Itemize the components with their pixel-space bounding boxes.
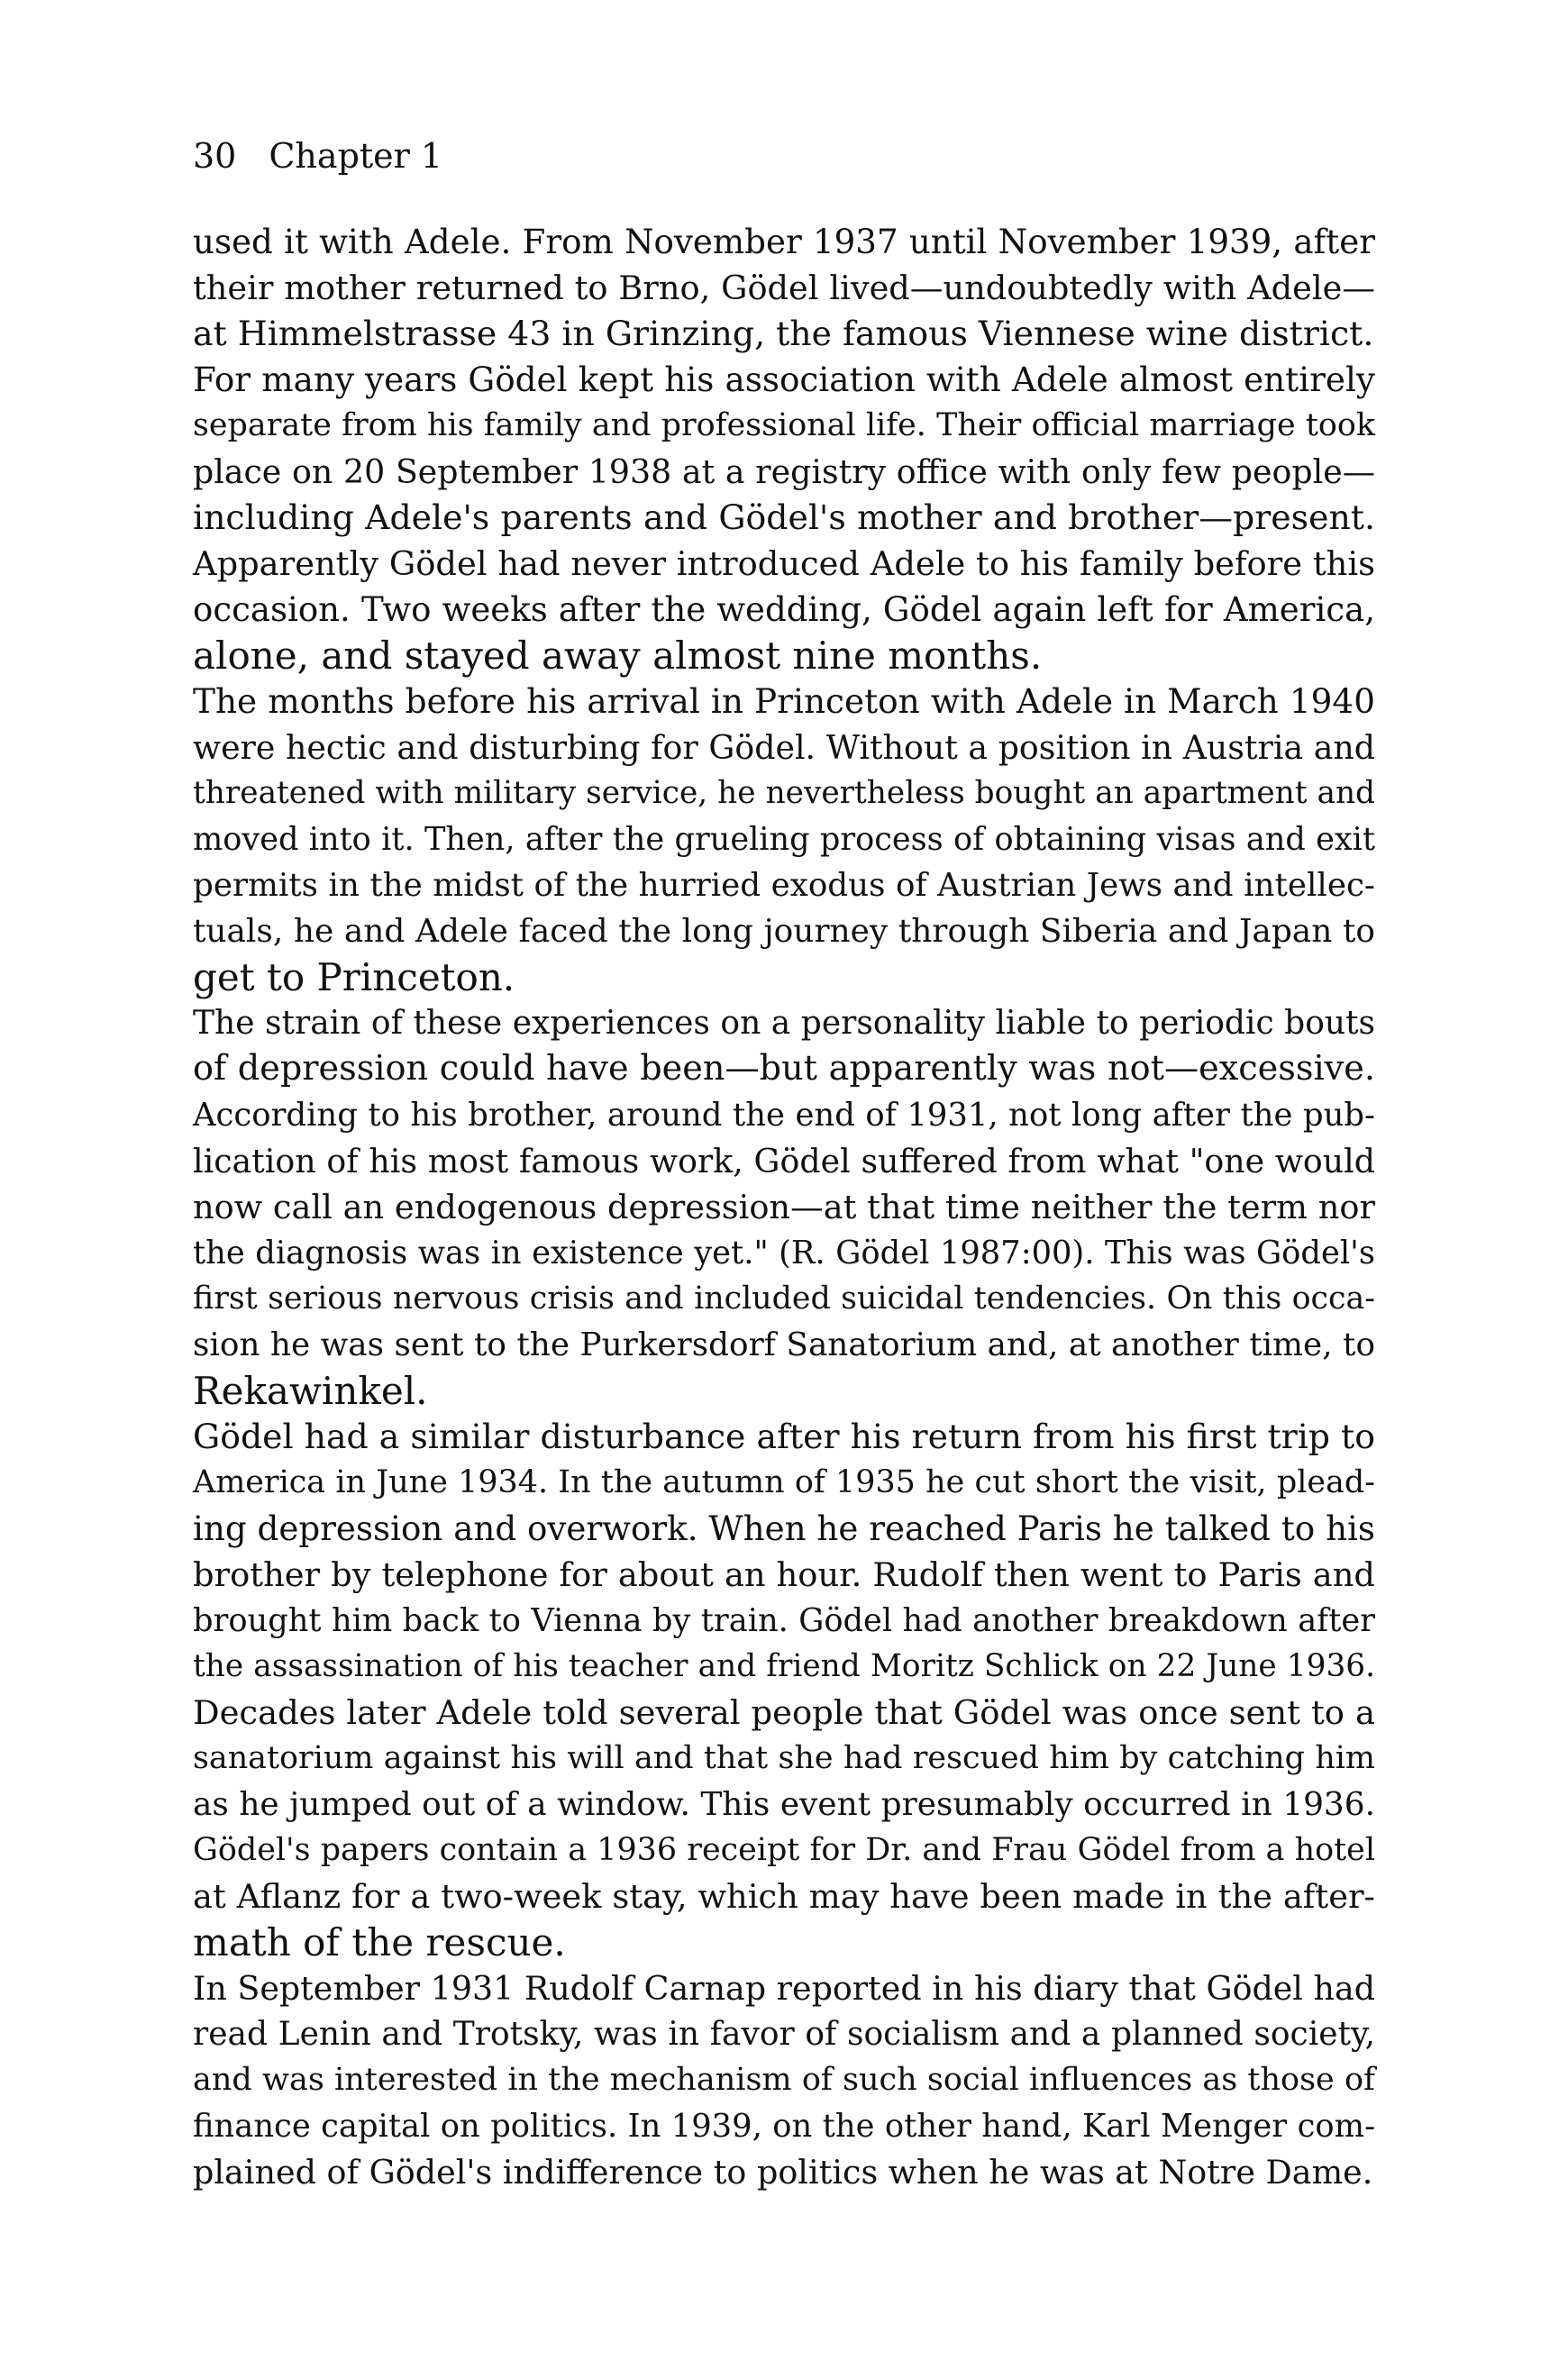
text-line: sion he was sent to the Purkersdorf Sanatorium and, at another time, to	[193, 1326, 1375, 1363]
text-line: their mother returned to Brno, Gödel lived—undoubtedly with Adele—	[193, 269, 1375, 307]
text-line: In September 1931 Rudolf Carnap reported in his diary that Gödel had	[193, 1969, 1375, 2008]
text-line: were hectic and disturbing for Gödel. Without a position in Austria and	[193, 728, 1375, 767]
text-line: Apparently Gödel had never introduced Adele to his family before this	[193, 544, 1375, 583]
text-line: brother by telephone for about an hour. Rudolf then went to Paris and	[193, 1555, 1375, 1594]
text-line: permits in the midst of the hurried exodus of Austrian Jews and intellec-	[193, 867, 1375, 904]
text-line: threatened with military service, he nevertheless bought an apartment and	[193, 775, 1375, 811]
paragraph-4	[193, 1000, 1375, 1414]
text-line: first serious nervous crisis and included suicidal tendencies. On this occa-	[193, 1281, 1375, 1317]
page-number: 30	[193, 136, 237, 176]
text-line: ing depression and overwork. When he reached Paris he talked to his	[193, 1509, 1375, 1548]
text-line: According to his brother, around the end of 1931, not long after the pub-	[193, 1097, 1375, 1134]
text-line: The strain of these experiences on a personality liable to periodic bouts	[193, 1005, 1375, 1042]
text-line: the assassination of his teacher and friend Moritz Schlick on 22 June 1936.	[193, 1648, 1375, 1684]
text-line: as he jumped out of a window. This event presumably occurred in 1936.	[193, 1786, 1375, 1823]
text-line: finance capital on politics. In 1939, on the other hand, Karl Menger com-	[193, 2108, 1375, 2145]
text-line: get to Princeton.	[193, 955, 515, 999]
text-line: the diagnosis was in existence yet." (R. Gödel 1987:00). This was Gödel's	[193, 1235, 1375, 1272]
text-line: plained of Gödel's indifference to politics when he was at Notre Dame.	[193, 2153, 1373, 2192]
text-line: at Himmelstrasse 43 in Grinzing, the famous Viennese wine district.	[193, 314, 1374, 353]
running-head	[193, 133, 442, 178]
text-line: Gödel's papers contain a 1936 receipt for Dr. and Frau Gödel from a hotel	[193, 1832, 1375, 1868]
text-line: occasion. Two weeks after the wedding, Gödel again left for America,	[193, 590, 1375, 629]
paragraph-2	[193, 357, 1375, 679]
text-line: tuals, he and Adele faced the long journey through Siberia and Japan to	[193, 913, 1375, 950]
text-line: place on 20 September 1938 at a registry office with only few people—	[193, 452, 1375, 491]
text-line: Decades later Adele told several people that Gödel was once sent to a	[193, 1693, 1375, 1732]
text-line: sanatorium against his will and that she had rescued him by catching him	[193, 1740, 1375, 1776]
text-line: America in June 1934. In the autumn of 1935 he cut short the visit, plead-	[193, 1464, 1375, 1500]
text-line: now call an endogenous depression—at that time neither the term nor	[193, 1188, 1375, 1226]
body-text	[193, 219, 1375, 2195]
text-line: at Aflanz for a two-week stay, which may have been made in the after-	[193, 1877, 1375, 1916]
text-line: math of the rescue.	[193, 1920, 566, 1964]
paragraph-3	[193, 679, 1375, 1000]
paragraph-6	[193, 1965, 1375, 2195]
text-line: Gödel had a similar disturbance after his return from his first trip to	[193, 1417, 1375, 1456]
text-line: moved into it. Then, after the grueling process of obtaining visas and exit	[193, 821, 1375, 858]
text-line: alone, and stayed away almost nine months.	[193, 633, 1043, 678]
text-line: of depression could have been—but apparently was not—excessive.	[193, 1049, 1375, 1089]
text-line: including Adele's parents and Gödel's mother and brother—present.	[193, 497, 1375, 537]
text-line: used it with Adele. From November 1937 until November 1939, after	[193, 222, 1375, 261]
text-line: The months before his arrival in Princeton with Adele in March 1940	[193, 681, 1375, 721]
chapter-title: Chapter 1	[269, 136, 443, 176]
text-line: For many years Gödel kept his association with Adele almost entirely	[193, 360, 1375, 399]
paragraph-5	[193, 1414, 1375, 1965]
text-line: lication of his most famous work, Gödel suffered from what "one would	[193, 1142, 1375, 1180]
text-line: and was interested in the mechanism of such social influences as those of	[193, 2062, 1375, 2098]
text-line: Rekawinkel.	[193, 1369, 428, 1413]
text-line: separate from his family and professional life. Their official marriage took	[193, 407, 1375, 443]
text-line: brought him back to Vienna by train. Gödel had another breakdown after	[193, 1602, 1375, 1639]
paragraph-1	[193, 219, 1375, 357]
text-line: read Lenin and Trotsky, was in favor of socialism and a planned society,	[193, 2016, 1375, 2053]
